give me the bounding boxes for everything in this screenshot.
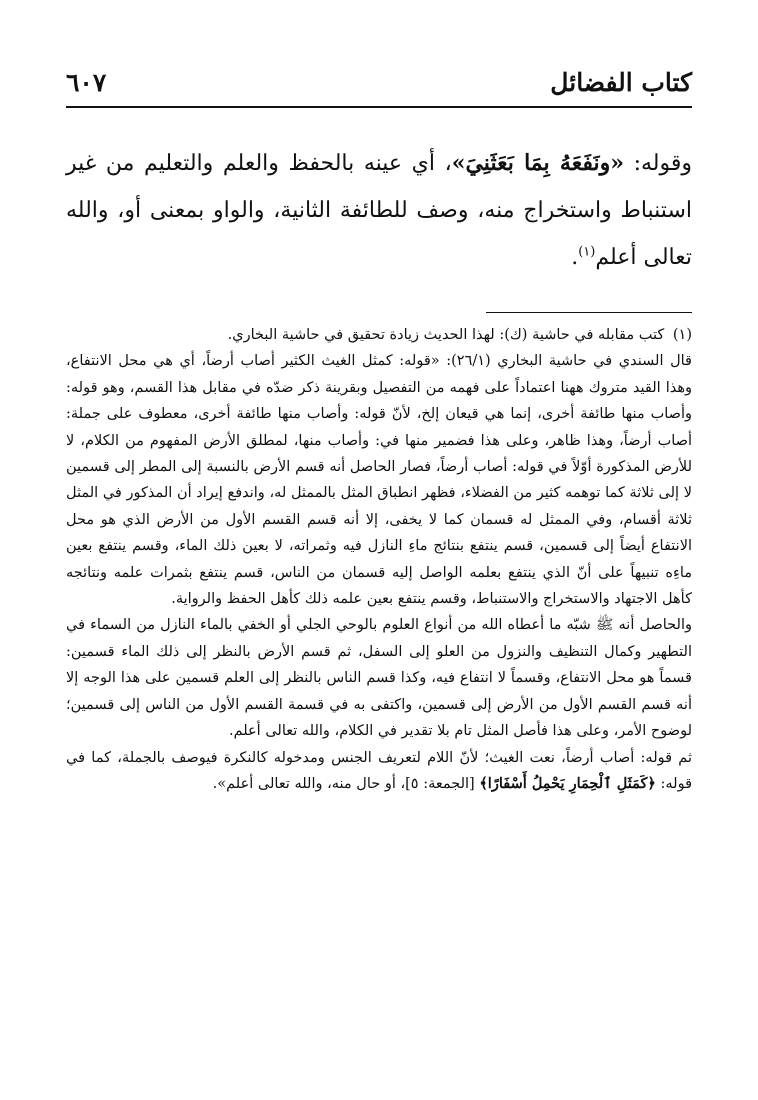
footnote-paragraph-2: قال السندي في حاشية البخاري (٢٦/١): «قوله: كمثل الغيث الكثير أصاب أرضاً، أي هي محل الانتفاع، وهذا القيد متروك ههنا اعتماداً على فهمه من التفصيل وبقرينة ذكر ضدّه في مقابل هذا القسم، وهو قوله: وأصاب منها طائفة أخرى، إنما هي قيعان إلخ، لأنّ قوله: وأصاب منها طائفة أخرى، معطوف على جملة: أصاب أرضاً، وهذا ظاهر، وعلى هذا فضمير منها في: وأصاب منها، لمطلق الأرض المفهوم من الكلام، لا للأرض المذكورة أوّلاً في قوله: أصاب أرضاً، فصار الحاصل أنه قسم الأرض بالنسبة إلى المطر إلى قسمين لا إلى ثلاثة كما توهمه كثير من الفضلاء، فظهر انطباق المثل بالممثل له، واندفع إيراد أن المذكور في المثل ثلاثة أقسام، وفي الممثل له قسمان كما لا يخفى، إلا أنه قسم القسم الأول من الأرض الذي هو محل الانتفاع أيضاً إلى قسمين، قسم ينتفع بنتائج ماءِ النازل فيه وثمراته، لا بعين ذلك الماء، وقسم ينتفع بعين ماءِه تنبيهاً على أنّ الذي ينتفع بعلمه الواصل إليه قسمان من الناس، قسم ينتفع بثمرات علمه ونتائجه كأهل الاجتهاد والاستخراج والاستنباط، وقسم ينتفع بعين علمه ذلك كأهل الحفظ والرواية. [66, 353, 692, 608]
main-text [66, 140, 692, 281]
footnote-1 [66, 322, 692, 348]
quran-verse: ﴿كَمَثَلِ ٱلْحِمَارِ يَحْمِلُ أَسْفَارًا﴾ [479, 774, 656, 792]
footnote-reference: (١) [578, 244, 596, 260]
footnotes-section [66, 322, 692, 797]
footnote-number: (١) [672, 327, 692, 343]
main-body: ، أي عينه بالحفظ والعلم والتعليم من غير استنباط واستخراج منه، وصف للطائفة الثانية، والواو بمعنى أو، والله تعالى أعلم [66, 151, 692, 270]
footnote-paragraph-3: والحاصل أنه ﷺ شبّه ما أعطاه الله من أنواع العلوم بالوحي الجلي أو الخفي بالماء النازل من السماء في التطهير وكمال التنظيف والنزول من العلو إلى السفل، ثم قسم الأرض بالنظر إلى ذلك الماء قسمين: قسماً هو محل الانتفاع، وقسماً لا انتفاع فيه، وكذا قسم الناس بالنظر إلى العلم قسمين على هذا الوجه إلا أنه قسم القسم الأول من الأرض إلى قسمين، واكتفى به في قسمة القسم الأول من الناس إلى قسمين؛ لوضوح الأمر، وعلى هذا فأصل المثل تام بلا تقدير في الكلام، والله تعالى أعلم. [66, 617, 692, 740]
main-tail: . [571, 245, 579, 270]
footnote-paragraph-4 [66, 745, 692, 798]
footnote-1-text: كتب مقابله في حاشية (ك): لهذا الحديث زيادة تحقيق في حاشية البخاري. [227, 327, 665, 343]
hadith-quote: «ونَفَعَهُ بِمَا بَعَثَنِيَ» [451, 150, 624, 176]
chapter-title: كتاب الفضائل [550, 68, 692, 97]
running-header [66, 66, 692, 108]
main-paragraph [66, 140, 692, 281]
footnote-separator [486, 312, 692, 313]
footnote-p4-after: [الجمعة: ٥]، أو حال منه، والله تعالى أعلم». [212, 775, 480, 792]
main-lead: وقوله: [623, 151, 692, 176]
footnote-p4-before: ثم قوله: أصاب أرضاً، نعت الغيث؛ لأنّ اللام لتعريف الجنس ومدخوله كالنكرة فيوصف بالجملة، كما في قوله: [66, 749, 692, 792]
page-number: ٦٠٧ [66, 68, 107, 97]
